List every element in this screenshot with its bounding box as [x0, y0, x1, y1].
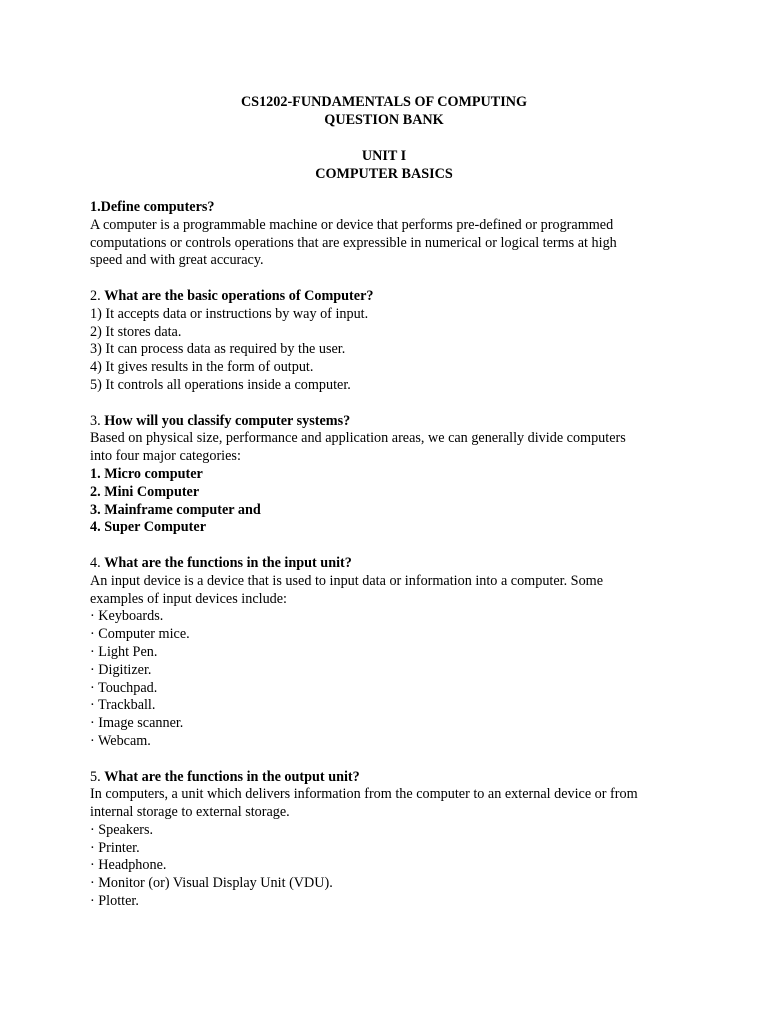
- list-item: · Image scanner.: [90, 715, 184, 732]
- answer-line: 5) It controls all operations inside a computer.: [90, 376, 351, 393]
- question-text: How will you classify computer systems?: [104, 412, 351, 429]
- answer-line: 3) It can process data as required by the user.: [90, 341, 346, 358]
- question-3-heading: [90, 413, 690, 431]
- category-item: 3. Mainframe computer and: [90, 501, 261, 518]
- list-item: · Touchpad.: [90, 679, 158, 696]
- question-4: [90, 555, 690, 751]
- question-2-heading: [90, 288, 690, 306]
- question-5-heading: [90, 769, 690, 787]
- unit-title: UNIT I: [361, 148, 407, 164]
- unit-subtitle: COMPUTER BASICS: [315, 166, 453, 182]
- answer-line: 1) It accepts data or instructions by way of input.: [90, 305, 369, 322]
- question-5: [90, 769, 690, 911]
- answer-line: Based on physical size, performance and application areas, we can generally divide computers: [90, 430, 626, 447]
- question-text: What are the functions in the output unit?: [104, 768, 360, 785]
- question-2: [90, 288, 690, 395]
- doc-subtitle: QUESTION BANK: [324, 112, 444, 128]
- answer-line: computations or controls operations that are expressible in numerical or logical terms at high: [90, 234, 617, 251]
- question-text: What are the basic operations of Computer?: [104, 287, 374, 304]
- list-item: · Light Pen.: [90, 643, 158, 660]
- answer-line: An input device is a device that is used to input data or information into a computer. Some: [90, 572, 604, 589]
- list-item: · Plotter.: [90, 893, 139, 910]
- list-item: · Speakers.: [90, 821, 154, 838]
- list-item: · Trackball.: [90, 697, 156, 714]
- list-item: · Computer mice.: [90, 626, 190, 643]
- list-item: · Printer.: [90, 839, 140, 856]
- answer-line: into four major categories:: [90, 448, 241, 465]
- answer-line: speed and with great accuracy.: [90, 252, 264, 269]
- answer-line: internal storage to external storage.: [90, 804, 290, 821]
- list-item: · Digitizer.: [90, 661, 152, 678]
- question-list: [90, 199, 690, 929]
- answer-line: In computers, a unit which delivers information from the computer to an external device or from: [90, 786, 638, 803]
- category-item: 2. Mini Computer: [90, 483, 200, 500]
- question-number: 4.: [90, 554, 105, 571]
- answer-line: 4) It gives results in the form of output.: [90, 359, 314, 376]
- question-4-heading: [90, 555, 690, 573]
- course-title: CS1202-FUNDAMENTALS OF COMPUTING: [240, 94, 528, 110]
- list-item: · Monitor (or) Visual Display Unit (VDU).: [90, 875, 333, 892]
- question-number: 2.: [90, 287, 105, 304]
- answer-line: examples of input devices include:: [90, 590, 287, 607]
- list-item: · Headphone.: [90, 857, 167, 874]
- list-item: · Webcam.: [90, 732, 151, 749]
- category-item: 1. Micro computer: [90, 465, 203, 482]
- category-item: 4. Super Computer: [90, 519, 207, 536]
- question-number: 3.: [90, 412, 105, 429]
- question-3: [90, 413, 690, 538]
- question-1-heading: 1.Define computers?: [90, 199, 215, 215]
- question-text: What are the functions in the input unit?: [104, 554, 352, 571]
- answer-line: A computer is a programmable machine or device that performs pre-defined or programmed: [90, 216, 614, 233]
- question-1: [90, 199, 690, 270]
- answer-line: 2) It stores data.: [90, 323, 182, 340]
- question-number: 5.: [90, 768, 105, 785]
- list-item: · Keyboards.: [90, 608, 164, 625]
